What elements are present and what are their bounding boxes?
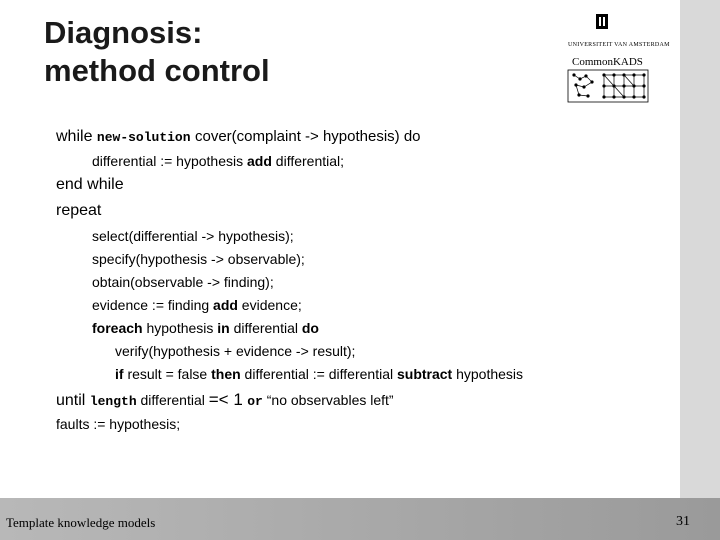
title-line-2: method control (44, 53, 270, 88)
code-line-while: while new-solution cover(complaint -> hypothesis) do (56, 128, 421, 145)
code-line-obtain: obtain(observable -> finding); (92, 274, 274, 290)
right-side-bar (680, 0, 720, 500)
code-line-evidence-add: evidence := finding add evidence; (92, 297, 302, 313)
code-line-until: until length differential =< 1 or “no observables left” (56, 390, 394, 409)
code-line-faults: faults := hypothesis; (56, 416, 181, 432)
university-name: UNIVERSITEIT VAN AMSTERDAM (568, 42, 670, 48)
commonkads-logo-text: CommonKADS (572, 56, 643, 68)
footer-course-title: Template knowledge models (6, 515, 156, 530)
page-number: 31 (676, 514, 690, 529)
code-line-specify: specify(hypothesis -> observable); (92, 251, 305, 267)
code-line-select: select(differential -> hypothesis); (92, 228, 294, 244)
code-line-foreach: foreach hypothesis in differential do (92, 320, 319, 336)
commonkads-network-icon (560, 69, 660, 104)
logo-area (560, 12, 670, 102)
code-line-verify: verify(hypothesis + evidence -> result); (115, 343, 356, 359)
code-line-differential-add: differential := hypothesis add differential; (92, 153, 345, 169)
code-line-if-then: if result = false then differential := differential subtract hypothesis (115, 366, 524, 382)
title-line-1: Diagnosis: (44, 15, 203, 50)
university-crest-icon (560, 12, 660, 42)
slide-title (44, 14, 270, 90)
code-line-end-while: end while (56, 176, 124, 193)
code-line-repeat: repeat (56, 202, 102, 219)
